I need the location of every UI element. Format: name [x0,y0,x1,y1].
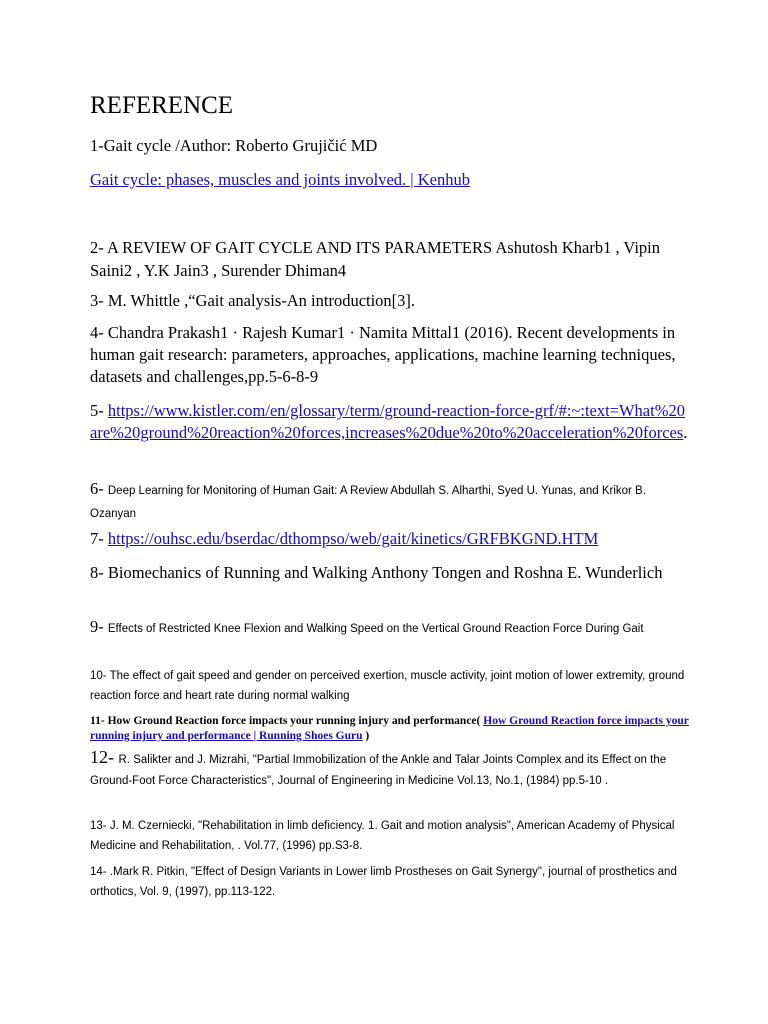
reference-1-block [90,170,690,190]
reference-11-link[interactable]: How Ground Reaction force impacts your running injury and performance | Running Shoes Guru [90,715,689,742]
reference-5-link[interactable]: https://www.kistler.com/en/glossary/term/ground-reaction-force-grf/#:~:text=What%20are%20ground%20reaction%20forces,increases%20due%20to%20acceleration%20forces [90,401,685,442]
reference-11-text: 11- How Ground Reaction force impacts your running injury and performance( [90,715,484,727]
reference-5 [90,400,690,444]
reference-6-number: 6- [90,479,108,498]
reference-6-text: Deep Learning for Monitoring of Human Gait: A Review Abdullah S. Alharthi, Syed U. Yunas, and Krikor B. Ozanyan [90,485,646,520]
reference-6 [90,478,690,525]
reference-5-number: 5- [90,401,108,420]
page-title: REFERENCE [90,92,234,119]
reference-9 [90,617,690,639]
reference-9-text: Effects of Restricted Knee Flexion and Walking Speed on the Vertical Ground Reaction Force During Gait [107,623,644,635]
reference-11-tail: ) [362,730,370,742]
reference-1-link[interactable]: Gait cycle: phases, muscles and joints involved. | Kenhub [90,170,470,189]
reference-8: 8- Biomechanics of Running and Walking Anthony Tongen and Roshna E. Wunderlich [90,563,663,582]
reference-7-number: 7- [90,529,108,548]
reference-14: 14- .Mark R. Pitkin, "Effect of Design Variants in Lower limb Prostheses on Gait Synergy", journal of prosthetics and orthotics, Vol. 9, (1997), pp.113-122. [90,866,677,898]
reference-12-number: 12- [90,747,119,767]
reference-12 [90,747,690,791]
reference-4: 4- Chandra Prakash1 · Rajesh Kumar1 · Namita Mittal1 (2016). Recent developments in human gait research: parameters, approaches, applications, machine learning techniques, datasets and challenges,pp.5-6-8-9 [90,323,676,386]
reference-7-link[interactable]: https://ouhsc.edu/bserdac/dthompso/web/gait/kinetics/GRFBKGND.HTM [107,529,599,548]
reference-5-tail: . [683,423,688,442]
reference-2: 2- A REVIEW OF GAIT CYCLE AND ITS PARAMETERS Ashutosh Kharb1 , Vipin Saini2 , Y.K Jain3 , Surender Dhiman4 [90,238,660,280]
reference-9-number: 9- [90,617,108,636]
reference-13: 13- J. M. Czerniecki, "Rehabilitation in limb deficiency. 1. Gait and motion analysis", American Academy of Physical Medicine and Rehabilitation, . Vol.77, (1996) pp.S3-8. [90,820,675,852]
reference-12-text: R. Salikter and J. Mizrahi, "Partial Immobilization of the Ankle and Talar Joints Complex and its Effect on the Ground-Foot Force Characteristics", Journal of Engineering in Medicine Vol.13, No.1, (1984) pp.5-10 . [90,754,667,787]
reference-7 [90,529,690,549]
reference-3: 3- M. Whittle ,“Gait analysis-An introduction[3]. [90,291,416,310]
reference-1: 1-Gait cycle /Author: Roberto Grujičić MD [90,136,378,155]
reference-10: 10- The effect of gait speed and gender on perceived exertion, muscle activity, joint motion of lower extremity, ground reaction force and heart rate during normal walking [90,670,685,702]
reference-11 [90,714,690,744]
